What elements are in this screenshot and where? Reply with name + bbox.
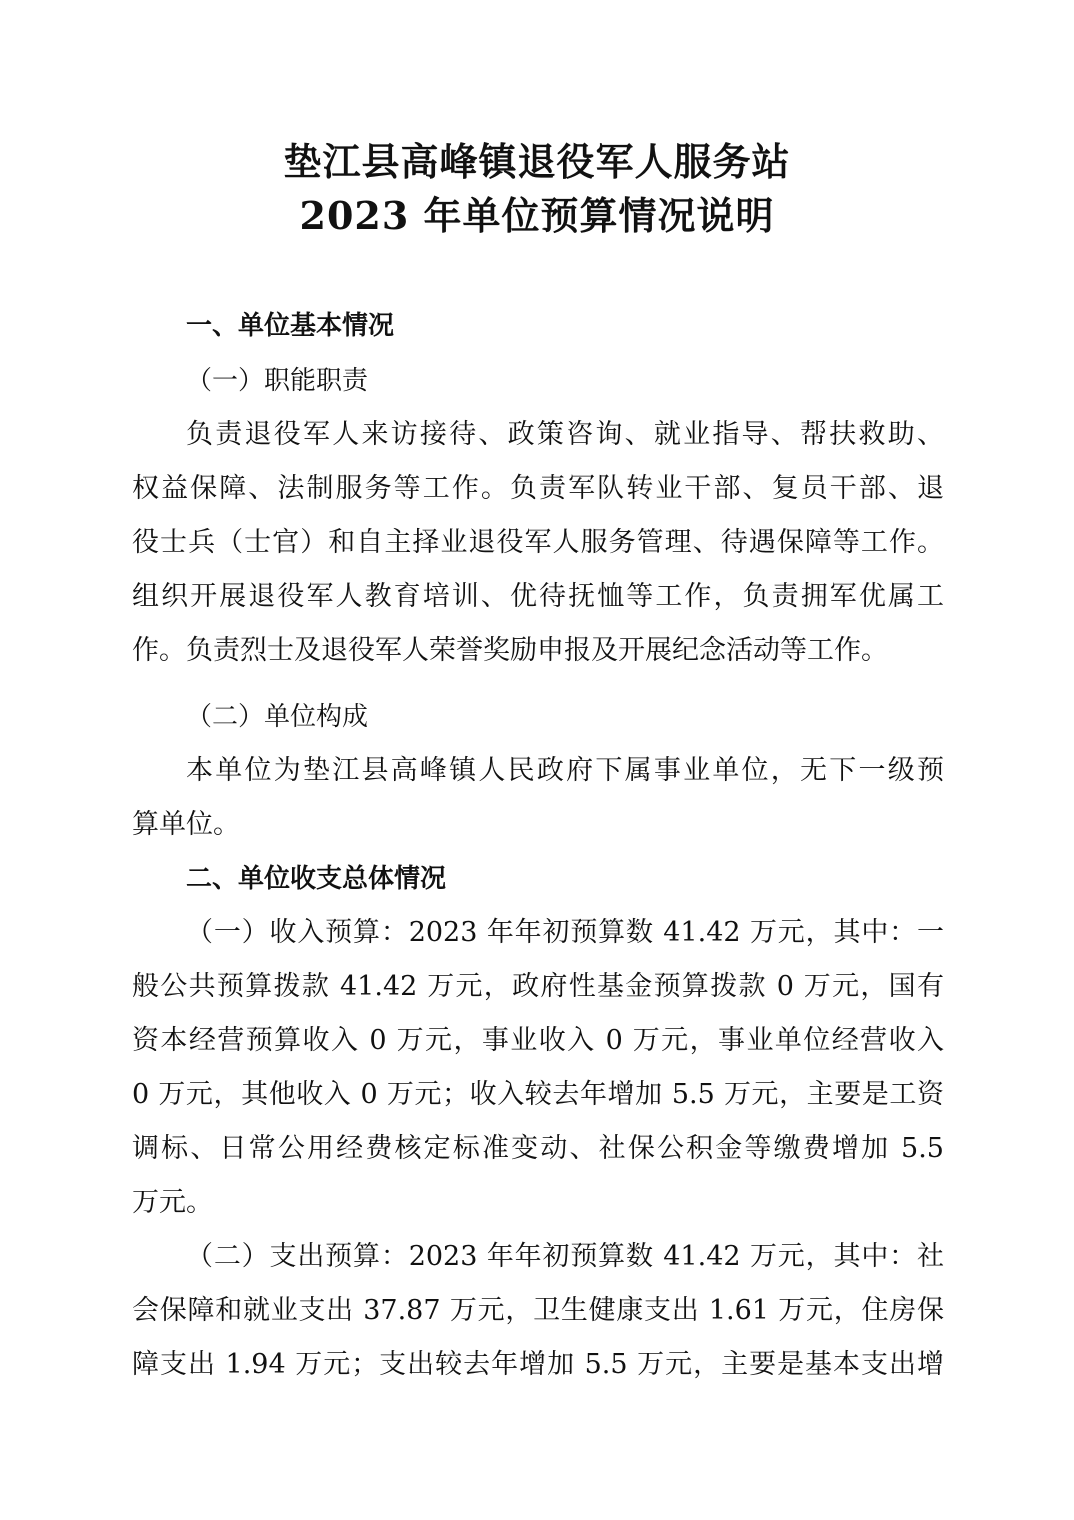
document-title-line1: 垫江县高峰镇退役军人服务站 [283, 139, 791, 184]
subheading-composition: （二）单位构成 [186, 702, 369, 732]
paragraph-line: 资本经营预算收入 0 万元，事业收入 0 万元，事业单位经营收入 [132, 1025, 944, 1056]
paragraph-line: 本单位为垫江县高峰镇人民政府下属事业单位，无下一级预 [186, 755, 944, 786]
paragraph-line: 役士兵（士官）和自主择业退役军人服务管理、待遇保障等工作。 [132, 527, 944, 558]
section-heading-overall: 二、单位收支总体情况 [186, 864, 447, 894]
paragraph-line: 调标、日常公用经费核定标准变动、社保公积金等缴费增加 5.5 [132, 1133, 944, 1164]
paragraph-line: 会保障和就业支出 37.87 万元，卫生健康支出 1.61 万元，住房保 [132, 1295, 944, 1326]
paragraph-line: 障支出 1.94 万元；支出较去年增加 5.5 万元，主要是基本支出增 [132, 1349, 944, 1380]
paragraph-line: 万元。 [132, 1187, 213, 1218]
paragraph-line: 作。负责烈士及退役军人荣誉奖励申报及开展纪念活动等工作。 [132, 635, 888, 666]
paragraph-line: （一）收入预算：2023 年年初预算数 41.42 万元，其中：一 [186, 917, 944, 948]
paragraph-line: 组织开展退役军人教育培训、优待抚恤等工作，负责拥军优属工 [132, 581, 944, 612]
paragraph-line: 算单位。 [132, 809, 240, 840]
paragraph-line: （二）支出预算：2023 年年初预算数 41.42 万元，其中：社 [186, 1241, 944, 1272]
paragraph-line: 权益保障、法制服务等工作。负责军队转业干部、复员干部、退 [132, 473, 944, 504]
paragraph-line: 负责退役军人来访接待、政策咨询、就业指导、帮扶救助、 [186, 419, 944, 450]
subheading-duties: （一）职能职责 [186, 366, 369, 396]
paragraph-line: 般公共预算拨款 41.42 万元，政府性基金预算拨款 0 万元，国有 [132, 971, 944, 1002]
document-title-line2: 2023 年单位预算情况说明 [299, 193, 775, 238]
section-heading-basic-info: 一、单位基本情况 [186, 311, 395, 341]
paragraph-line: 0 万元，其他收入 0 万元；收入较去年增加 5.5 万元，主要是工资 [132, 1079, 944, 1110]
